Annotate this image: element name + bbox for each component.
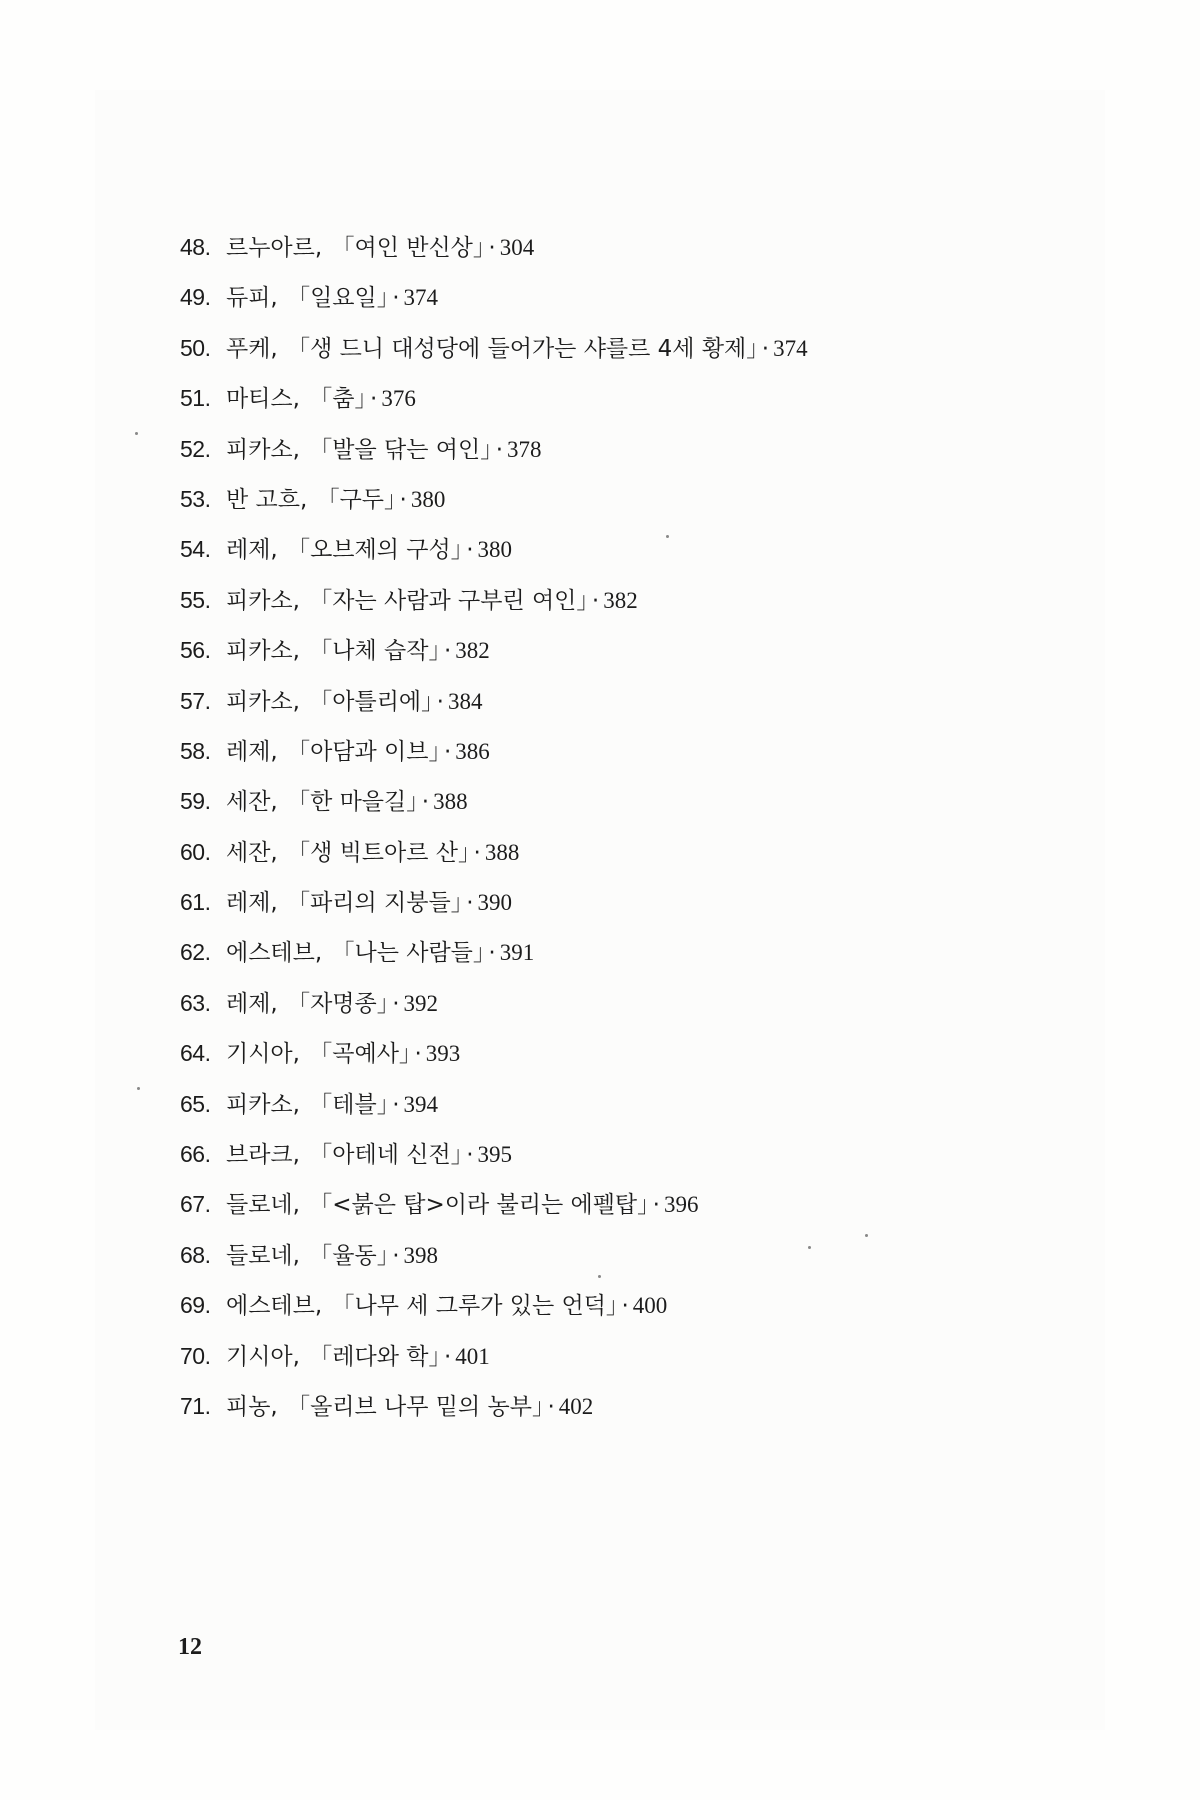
entry-number: 60. bbox=[180, 838, 211, 865]
artwork-title: 「발을 닦는 여인」 bbox=[309, 436, 492, 463]
page-reference: 395 bbox=[477, 1142, 512, 1168]
artwork-title: 「자명종」 bbox=[287, 990, 389, 1017]
artist-name: 르누아르, bbox=[226, 235, 323, 261]
list-item bbox=[180, 776, 808, 826]
artwork-title: 「구두」 bbox=[316, 486, 396, 513]
list-item bbox=[180, 1079, 808, 1129]
list-item bbox=[180, 1280, 808, 1330]
page-number: 12 bbox=[178, 1634, 202, 1660]
artwork-title: 「<붉은 탑>이라 불리는 에펠탑」 bbox=[309, 1192, 649, 1219]
illustration-list bbox=[180, 222, 808, 1431]
entry-number: 70. bbox=[180, 1342, 211, 1369]
artwork-title: 「아테네 신전」 bbox=[309, 1142, 463, 1169]
artwork-title: 「한 마을길」 bbox=[287, 789, 418, 816]
page-reference: 304 bbox=[499, 235, 535, 260]
artist-name: 기시아, bbox=[226, 1041, 300, 1068]
artwork-title: 「생 드니 대성당에 들어가는 샤를르 4세 황제」 bbox=[287, 335, 758, 362]
artist-name: 에스테브, bbox=[226, 940, 323, 967]
separator-dot: · bbox=[443, 738, 452, 765]
list-item bbox=[180, 373, 808, 423]
list-item bbox=[180, 222, 808, 272]
page-reference: 400 bbox=[632, 1293, 668, 1319]
artwork-title: 「나무 세 그루가 있는 언덕」 bbox=[331, 1293, 618, 1320]
page-reference: 378 bbox=[507, 436, 542, 462]
list-item bbox=[180, 424, 808, 474]
entry-number: 66. bbox=[180, 1141, 211, 1168]
page-reference: 376 bbox=[381, 386, 416, 412]
page-reference: 380 bbox=[410, 486, 446, 512]
artist-name: 피카소, bbox=[226, 688, 300, 715]
artwork-title: 「레다와 학」 bbox=[309, 1343, 440, 1370]
separator-dot: · bbox=[414, 1041, 422, 1068]
entry-number: 54. bbox=[180, 536, 211, 563]
separator-dot: · bbox=[652, 1192, 660, 1219]
entry-number: 56. bbox=[180, 637, 211, 664]
page-reference: 394 bbox=[403, 1091, 439, 1117]
page-reference: 392 bbox=[403, 990, 439, 1016]
separator-dot: · bbox=[392, 990, 400, 1017]
list-item bbox=[180, 726, 808, 776]
artist-name: 피카소, bbox=[226, 587, 300, 614]
separator-dot: · bbox=[421, 789, 430, 816]
list-item bbox=[180, 1381, 808, 1431]
artwork-title: 「나는 사람들」 bbox=[331, 940, 485, 967]
list-item bbox=[180, 1331, 808, 1381]
entry-number: 57. bbox=[180, 687, 211, 714]
page-reference: 384 bbox=[447, 688, 483, 714]
artist-name: 듀피, bbox=[226, 285, 278, 312]
page-reference: 382 bbox=[455, 638, 490, 664]
entry-number: 62. bbox=[180, 939, 211, 966]
list-item bbox=[180, 1028, 808, 1078]
artist-name: 레제, bbox=[226, 890, 278, 917]
separator-dot: · bbox=[591, 587, 600, 614]
page-reference: 388 bbox=[484, 839, 520, 865]
artist-name: 들로네, bbox=[226, 1242, 300, 1269]
page-reference: 402 bbox=[558, 1393, 594, 1419]
artwork-title: 「파리의 지붕들」 bbox=[287, 890, 463, 917]
list-item bbox=[180, 323, 808, 373]
entry-number: 48. bbox=[180, 234, 211, 260]
artist-name: 세잔, bbox=[226, 839, 278, 866]
list-item bbox=[180, 272, 808, 322]
artwork-title: 「나체 습작」 bbox=[309, 638, 440, 665]
separator-dot: · bbox=[473, 839, 481, 866]
list-item bbox=[180, 877, 808, 927]
separator-dot: · bbox=[399, 486, 407, 513]
entry-number: 61. bbox=[180, 889, 211, 916]
artist-name: 레제, bbox=[226, 738, 278, 765]
separator-dot: · bbox=[488, 940, 496, 967]
artist-name: 푸케, bbox=[226, 335, 278, 362]
entry-number: 53. bbox=[180, 485, 211, 512]
entry-number: 49. bbox=[180, 284, 211, 311]
dust-speck bbox=[137, 1087, 140, 1090]
artist-name: 피카소, bbox=[226, 436, 300, 463]
artist-name: 반 고흐, bbox=[226, 486, 308, 513]
artist-name: 피농, bbox=[226, 1393, 278, 1420]
entry-number: 52. bbox=[180, 435, 211, 462]
entry-number: 67. bbox=[180, 1191, 211, 1218]
list-item bbox=[180, 474, 808, 524]
separator-dot: · bbox=[547, 1393, 555, 1420]
artwork-title: 「테블」 bbox=[309, 1091, 389, 1118]
dust-speck bbox=[598, 1275, 601, 1278]
page-reference: 380 bbox=[477, 537, 512, 563]
artist-name: 레제, bbox=[226, 990, 278, 1017]
artwork-title: 「곡예사」 bbox=[309, 1041, 411, 1068]
artist-name: 들로네, bbox=[226, 1192, 300, 1219]
list-item bbox=[180, 1129, 808, 1179]
dust-speck bbox=[135, 432, 138, 435]
entry-number: 51. bbox=[180, 385, 211, 412]
artwork-title: 「춤」 bbox=[309, 386, 366, 413]
page-reference: 391 bbox=[499, 940, 535, 966]
artwork-title: 「일요일」 bbox=[287, 285, 389, 312]
separator-dot: · bbox=[443, 638, 452, 665]
artist-name: 기시아, bbox=[226, 1343, 300, 1370]
artwork-title: 「오브제의 구성」 bbox=[287, 537, 463, 564]
separator-dot: · bbox=[370, 386, 378, 413]
dust-speck bbox=[808, 1246, 811, 1249]
artist-name: 마티스, bbox=[226, 386, 300, 413]
separator-dot: · bbox=[392, 285, 400, 312]
list-item bbox=[180, 927, 808, 977]
artist-name: 피카소, bbox=[226, 1091, 300, 1118]
artwork-title: 「아담과 이브」 bbox=[287, 738, 440, 765]
separator-dot: · bbox=[392, 1091, 400, 1118]
separator-dot: · bbox=[488, 235, 496, 261]
separator-dot: · bbox=[436, 688, 444, 715]
entry-number: 71. bbox=[180, 1392, 211, 1419]
separator-dot: · bbox=[621, 1293, 629, 1320]
entry-number: 50. bbox=[180, 334, 211, 361]
page-reference: 393 bbox=[425, 1041, 461, 1067]
page-reference: 401 bbox=[455, 1343, 490, 1369]
page-reference: 388 bbox=[433, 789, 468, 815]
entry-number: 64. bbox=[180, 1040, 211, 1067]
page-reference: 396 bbox=[663, 1192, 699, 1218]
artist-name: 에스테브, bbox=[226, 1293, 323, 1320]
artwork-title: 「생 빅트아르 산」 bbox=[287, 839, 470, 866]
artist-name: 레제, bbox=[226, 537, 278, 564]
entry-number: 69. bbox=[180, 1292, 211, 1319]
list-item bbox=[180, 1230, 808, 1280]
list-item bbox=[180, 524, 808, 574]
entry-number: 59. bbox=[180, 788, 211, 815]
page-reference: 390 bbox=[477, 890, 512, 916]
separator-dot: · bbox=[761, 335, 770, 362]
artwork-title: 「올리브 나무 밑의 농부」 bbox=[287, 1393, 544, 1420]
entry-number: 68. bbox=[180, 1241, 211, 1268]
separator-dot: · bbox=[392, 1242, 400, 1269]
entry-number: 65. bbox=[180, 1090, 211, 1117]
list-item bbox=[180, 676, 808, 726]
artwork-title: 「여인 반신상」 bbox=[331, 235, 485, 261]
list-item bbox=[180, 1179, 808, 1229]
list-item bbox=[180, 625, 808, 675]
entry-number: 58. bbox=[180, 737, 211, 764]
artist-name: 피카소, bbox=[226, 638, 300, 665]
separator-dot: · bbox=[466, 890, 474, 917]
page-reference: 374 bbox=[403, 285, 439, 311]
separator-dot: · bbox=[443, 1343, 452, 1370]
list-item bbox=[180, 575, 808, 625]
list-item bbox=[180, 978, 808, 1028]
dust-speck bbox=[666, 535, 669, 538]
artwork-title: 「율동」 bbox=[309, 1242, 389, 1269]
page-reference: 382 bbox=[603, 587, 638, 613]
list-item bbox=[180, 827, 808, 877]
page-reference: 386 bbox=[455, 738, 490, 764]
entry-number: 63. bbox=[180, 989, 211, 1016]
artist-name: 브라크, bbox=[226, 1142, 300, 1169]
artwork-title: 「아틀리에」 bbox=[309, 688, 433, 715]
artist-name: 세잔, bbox=[226, 789, 278, 816]
page-reference: 374 bbox=[773, 335, 808, 361]
entry-number: 55. bbox=[180, 586, 211, 613]
separator-dot: · bbox=[466, 1142, 474, 1169]
artwork-title: 「자는 사람과 구부린 여인」 bbox=[309, 587, 588, 614]
separator-dot: · bbox=[495, 436, 504, 463]
separator-dot: · bbox=[466, 537, 474, 564]
page-reference: 398 bbox=[403, 1242, 439, 1268]
dust-speck bbox=[865, 1234, 868, 1237]
